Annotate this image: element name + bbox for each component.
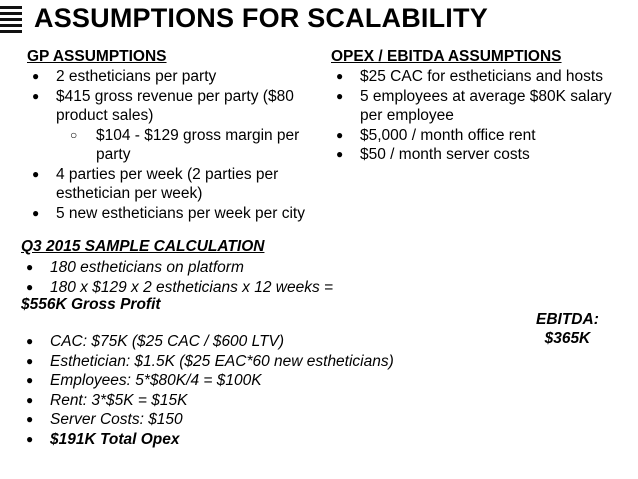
list-item: ● CAC: $75K ($25 CAC / $600 LTV) [23,332,443,352]
opex-calculation-list [23,332,443,449]
opex-assumptions-list [333,67,633,165]
total-opex-item: ● $191K Total Opex [23,430,443,450]
list-item: ● 180 x $129 x 2 estheticians x 12 weeks = [23,278,423,298]
list-item: ● 4 parties per week (2 parties per esthetician per week) [29,165,329,204]
opex-ebitda-assumptions-heading: OPEX / EBITDA ASSUMPTIONS [331,48,562,65]
list-item [29,87,329,165]
list-item: ● 2 estheticians per party [29,67,329,87]
list-item-text: $415 gross revenue per party ($80 product sales) [56,87,294,124]
page-title: ASSUMPTIONS FOR SCALABILITY [34,3,488,33]
gp-assumptions-heading: GP ASSUMPTIONS [27,48,167,65]
list-item: ● $50 / month server costs [333,145,633,165]
menu-icon [0,6,22,34]
list-item: ● $5,000 / month office rent [333,126,633,146]
sub-list [56,126,329,165]
list-item: ● Rent: 3*$5K = $15K [23,391,443,411]
sub-list-item: ○ $104 - $129 gross margin per party [63,126,329,165]
gross-profit-total: $556K Gross Profit [21,296,161,313]
list-item: ● 180 estheticians on platform [23,258,423,278]
list-item: ● $25 CAC for estheticians and hosts [333,67,633,87]
ebitda-label: EBITDA: [536,311,599,328]
list-item: ● Esthetician: $1.5K ($25 EAC*60 new estheticians) [23,352,443,372]
sample-calculation-list [23,258,423,297]
list-item: ● 5 employees at average $80K salary per employee [333,87,633,126]
ebitda-summary [536,310,599,348]
sample-calculation-heading: Q3 2015 SAMPLE CALCULATION [21,238,265,255]
list-item: ● Employees: 5*$80K/4 = $100K [23,371,443,391]
list-item: ● 5 new estheticians per week per city [29,204,329,224]
list-item: ● Server Costs: $150 [23,410,443,430]
ebitda-value: $365K [544,330,591,347]
gp-assumptions-list [29,67,329,223]
